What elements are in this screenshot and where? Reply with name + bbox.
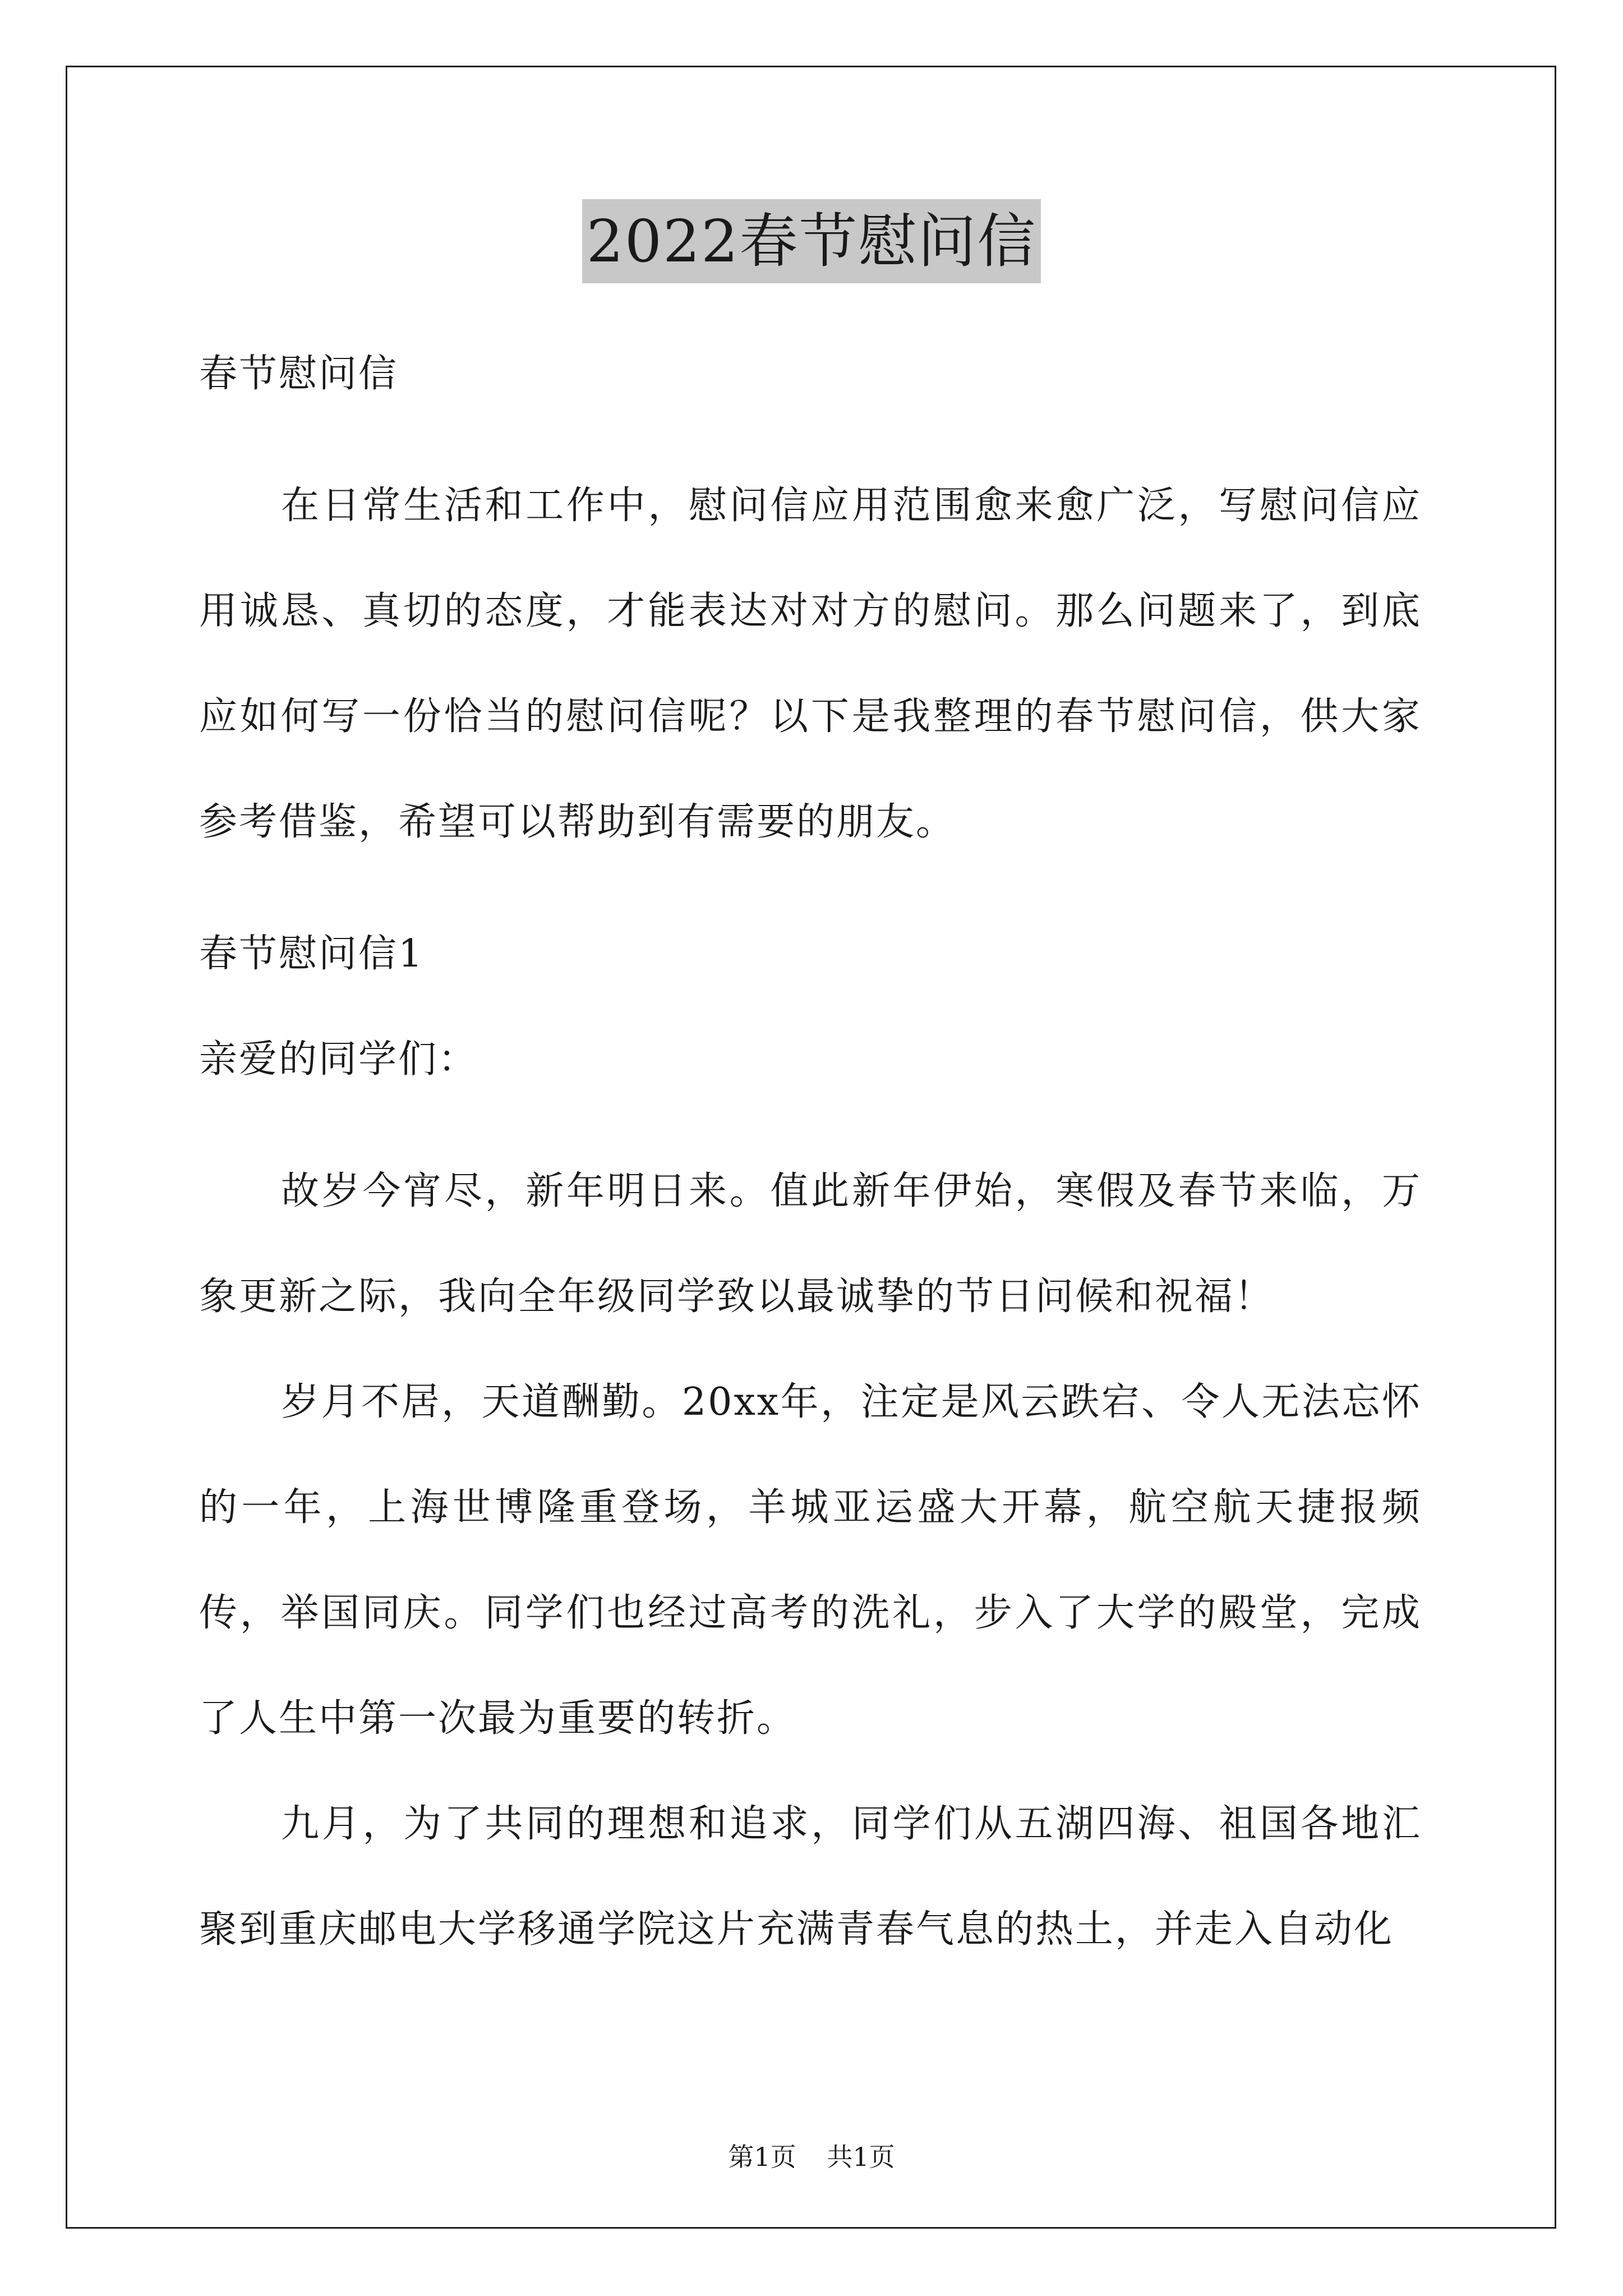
document-body [199, 348, 1422, 1982]
document-title: 2022春节慰问信 [582, 199, 1041, 283]
heading: 春节慰问信 [199, 352, 399, 396]
page-total: 共1页 [827, 2142, 895, 2172]
body-paragraph-1: 故岁今宵尽，新年明日来。值此新年伊始，寒假及春节来临，万象更新之际，我向全年级同学致以最诚挚的节日问候和祝福！ [199, 1169, 1422, 1319]
body-paragraph-2: 岁月不居，天道酬勤。20xx年，注定是风云跌宕、令人无法忘怀的一年，上海世博隆重登场，羊城亚运盛大开幕，航空航天捷报频传，举国同庆。同学们也经过高考的洗礼，步入了大学的殿堂，完成了人生中第一次最为重要的转折。 [199, 1380, 1422, 1741]
page-footer [0, 2140, 1623, 2174]
intro-paragraph: 在日常生活和工作中，慰问信应用范围愈来愈广泛，写慰问信应用诚恳、真切的态度，才能表达对对方的慰问。那么问题来了，到底应如何写一份恰当的慰问信呢？以下是我整理的春节慰问信，供大家参考借鉴，希望可以帮助到有需要的朋友。 [199, 484, 1422, 844]
section-title: 春节慰问信1 [199, 932, 425, 976]
page-number: 第1页 [728, 2142, 796, 2172]
body-paragraph-3: 九月，为了共同的理想和追求，同学们从五湖四海、祖国各地汇聚到重庆邮电大学移通学院这片充满青春气息的热土，并走入自动化 [199, 1802, 1422, 1952]
salutation: 亲爱的同学们： [199, 1037, 478, 1082]
title-container [0, 199, 1623, 283]
